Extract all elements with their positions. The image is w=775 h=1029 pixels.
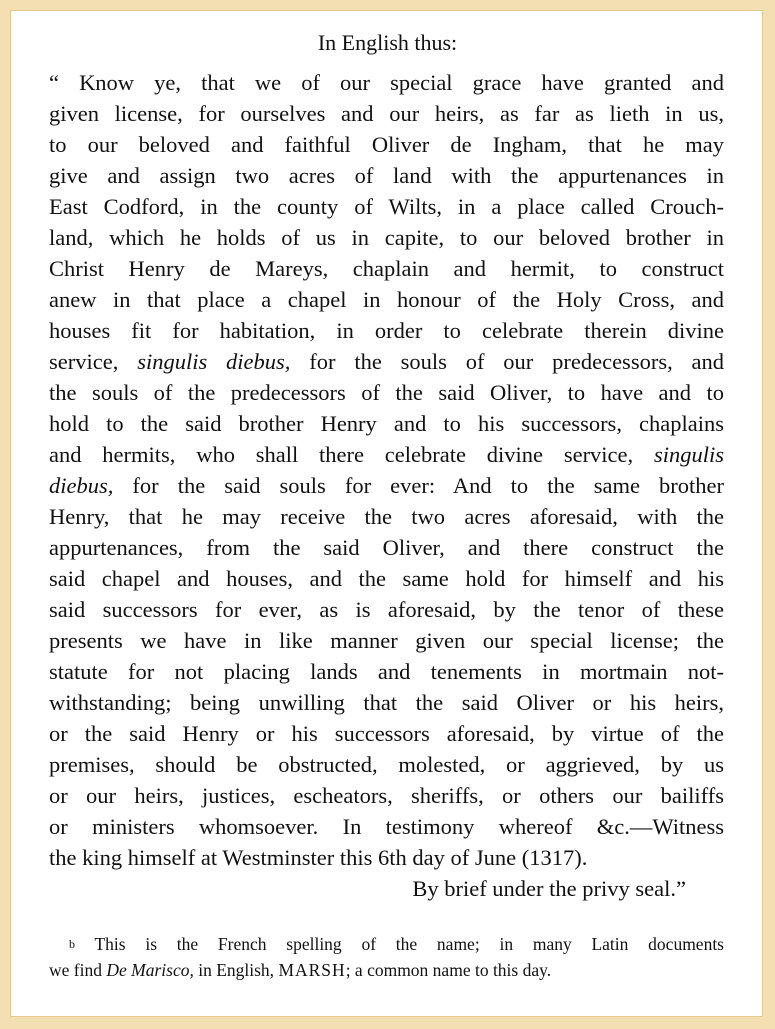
text-line	[49, 346, 724, 377]
text-line: given license, for ourselves and our heirs, as far as lieth in us,	[49, 101, 724, 126]
text-line: or our heirs, justices, escheators, sheriffs, or others our bailiffs	[49, 783, 724, 808]
text-segment: ; a common name to this day.	[345, 960, 552, 980]
text-segment: for the said souls for ever: And to the same brother	[132, 473, 724, 498]
italic-phrase: singulis	[653, 442, 724, 467]
text-line: or ministers whomsoever. In testimony whereof &c.—Witness	[49, 814, 724, 839]
italic-phrase: diebus,	[49, 473, 114, 498]
text-line: Christ Henry de Mareys, chaplain and hermit, to construct	[49, 256, 724, 281]
text-line: said successors for ever, as is aforesaid, by the tenor of these	[49, 597, 724, 622]
signature-line: By brief under the privy seal.”	[412, 876, 686, 901]
text-line: statute for not placing lands and tenements in mortmain not-	[49, 659, 724, 684]
text-line: East Codford, in the county of Wilts, in a place called Crouch-	[49, 194, 724, 219]
text-segment: This is the French spelling of the name; in many Latin documents	[94, 934, 724, 954]
text-line	[49, 470, 724, 501]
footnote	[49, 931, 724, 983]
text-line	[49, 439, 724, 470]
text-line: to our beloved and faithful Oliver de Ingham, that he may	[49, 132, 724, 157]
text-line: the king himself at Westminster this 6th day of June (1317).	[49, 845, 588, 870]
text-line: said chapel and houses, and the same hold for himself and his	[49, 566, 724, 591]
text-line: withstanding; being unwilling that the said Oliver or his heirs,	[49, 690, 724, 715]
text-segment: we find	[49, 960, 102, 980]
footnote-marker: b	[69, 937, 75, 951]
text-segment: and hermits, who shall there celebrate divine service,	[49, 442, 634, 467]
text-line: houses fit for habitation, in order to celebrate therein divine	[49, 318, 724, 343]
footnote-line	[49, 931, 724, 957]
text-line: or the said Henry or his successors aforesaid, by virtue of the	[49, 721, 724, 746]
small-caps-word: MARSH	[278, 960, 346, 980]
text-line: give and assign two acres of land with the appurtenances in	[49, 163, 724, 188]
text-segment: in English,	[198, 960, 275, 980]
italic-phrase: singulis diebus,	[137, 349, 291, 374]
text-segment: for the souls of our predecessors, and	[309, 349, 725, 374]
text-line: Henry, that he may receive the two acres aforesaid, with the	[49, 504, 724, 529]
text-line: premises, should be obstructed, molested, or aggrieved, by us	[49, 752, 724, 777]
text-line: “ Know ye, that we of our special grace have granted and	[49, 70, 724, 95]
text-line: land, which he holds of us in capite, to our beloved brother in	[49, 225, 724, 250]
footnote-line	[49, 957, 724, 983]
italic-phrase: De Marisco,	[106, 960, 194, 980]
letter-body	[49, 67, 724, 904]
text-line: hold to the said brother Henry and to his successors, chaplains	[49, 411, 724, 436]
text-line: the souls of the predecessors of the said Oliver, to have and to	[49, 380, 724, 405]
text-line: appurtenances, from the said Oliver, and there construct the	[49, 535, 724, 560]
text-line: presents we have in like manner given our special license; the	[49, 628, 724, 653]
text-line: anew in that place a chapel in honour of the Holy Cross, and	[49, 287, 724, 312]
page-heading: In English thus:	[317, 30, 458, 55]
text-segment: service,	[49, 349, 119, 374]
